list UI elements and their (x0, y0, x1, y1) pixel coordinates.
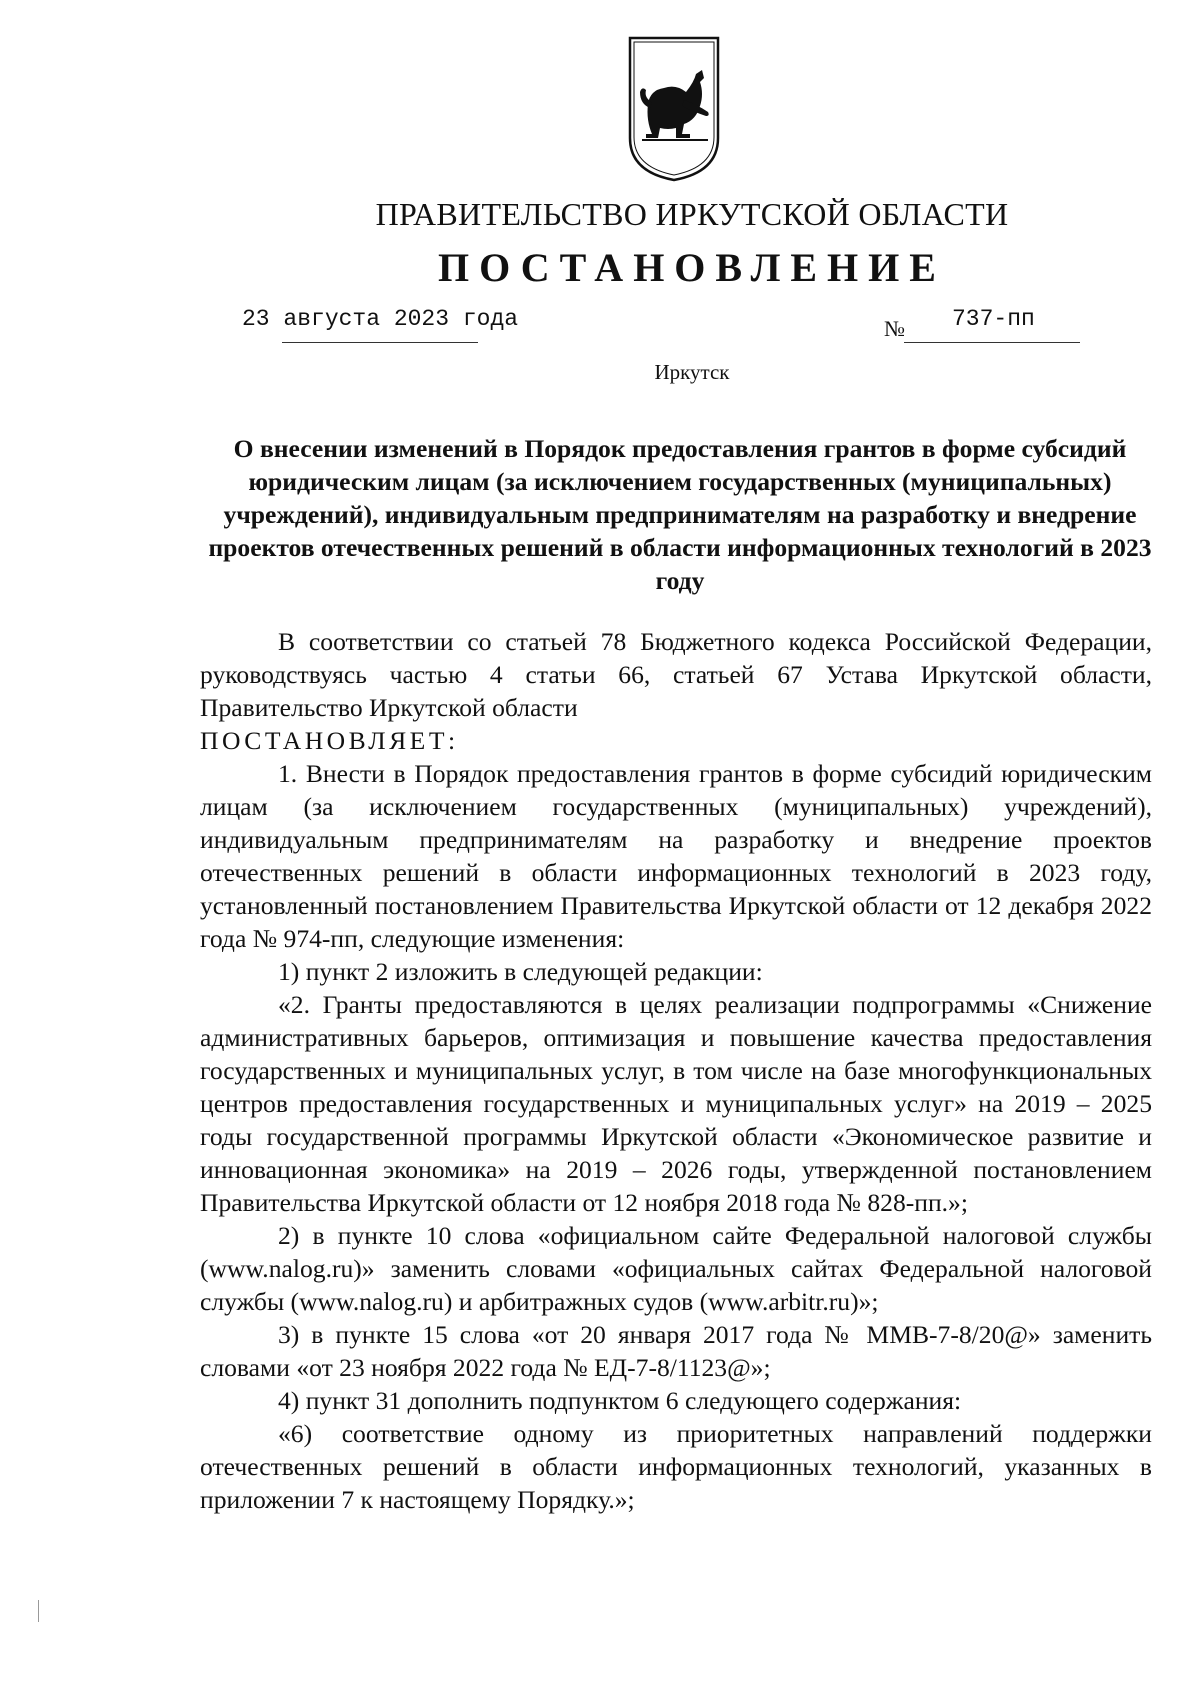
decree-subject: О внесении изменений в Порядок предоставления грантов в форме субсидий юридическим лицам (за исключением государственных (муниципальных) учреждений), индивидуальным предпринимателям на разработку и внедрение проектов отечественных решений в области информационных технологий в 2023 году (208, 434, 1152, 595)
decree-number: 737-пп (952, 306, 1035, 332)
city: Иркутск (654, 360, 730, 384)
number-underline (904, 342, 1080, 343)
subclause-4-text: «6) соответствие одному из приоритетных направлений поддержки отечественных решений в области информационных технологий, указанных в приложении 7 к настоящему Порядку.»; (200, 1419, 1152, 1514)
subclause-2: 2) в пункте 10 слова «официальном сайте Федеральной налоговой службы (www.nalog.ru)» заменить словами «официальных сайтах Федеральной налоговой службы (www.nalog.ru) и арбитражных судов (www.arbitr.ru)»; (200, 1221, 1152, 1316)
preamble: В соответствии со статьей 78 Бюджетного кодекса Российской Федерации, руководствуясь частью 4 статьи 66, статьей 67 Устава Иркутской области, Правительство Иркутской области (200, 627, 1152, 722)
subclause-3: 3) в пункте 15 слова «от 20 января 2017 года № ММВ-7-8/20@» заменить словами «от 23 ноября 2022 года № ЕД-7-8/1123@»; (200, 1320, 1152, 1382)
decree-date: 23 августа 2023 года (242, 306, 519, 332)
decree-body (200, 625, 1152, 1516)
scan-margin-mark (38, 1600, 39, 1622)
government-name: ПРАВИТЕЛЬСТВО ИРКУТСКОЙ ОБЛАСТИ (375, 196, 1009, 232)
clause-1: 1. Внести в Порядок предоставления грантов в форме субсидий юридическим лицам (за исключением государственных (муниципальных) учреждений), индивидуальным предпринимателям на разработку и внедрение проектов отечественных решений в области информационных технологий в 2023 году, установленный постановлением Правительства Иркутской области от 12 декабря 2022 года № 974-пп, следующие изменения: (200, 759, 1152, 953)
document-type-title: ПОСТАНОВЛЕНИЕ (438, 245, 946, 290)
subclause-1: 1) пункт 2 изложить в следующей редакции: (278, 957, 763, 986)
subclause-4: 4) пункт 31 дополнить подпунктом 6 следующего содержания: (278, 1386, 962, 1415)
date-underline (282, 342, 478, 343)
resolves-heading: ПОСТАНОВЛЯЕТ: (200, 726, 459, 755)
subclause-1-text: «2. Гранты предоставляются в целях реализации подпрограммы «Снижение административных барьеров, оптимизация и повышение качества предоставления государственных и муниципальных услуг, в том числе на базе многофункциональных центров предоставления государственных и муниципальных услуг» на 2019 – 2025 годы государственной программы Иркутской области «Экономическое развитие и инновационная экономика» на 2019 – 2026 годы, утвержденной постановлением Правительства Иркутской области от 12 ноября 2018 года № 828-пп.»; (200, 990, 1152, 1217)
number-sign: № (884, 316, 905, 341)
coat-of-arms-emblem (624, 34, 724, 184)
